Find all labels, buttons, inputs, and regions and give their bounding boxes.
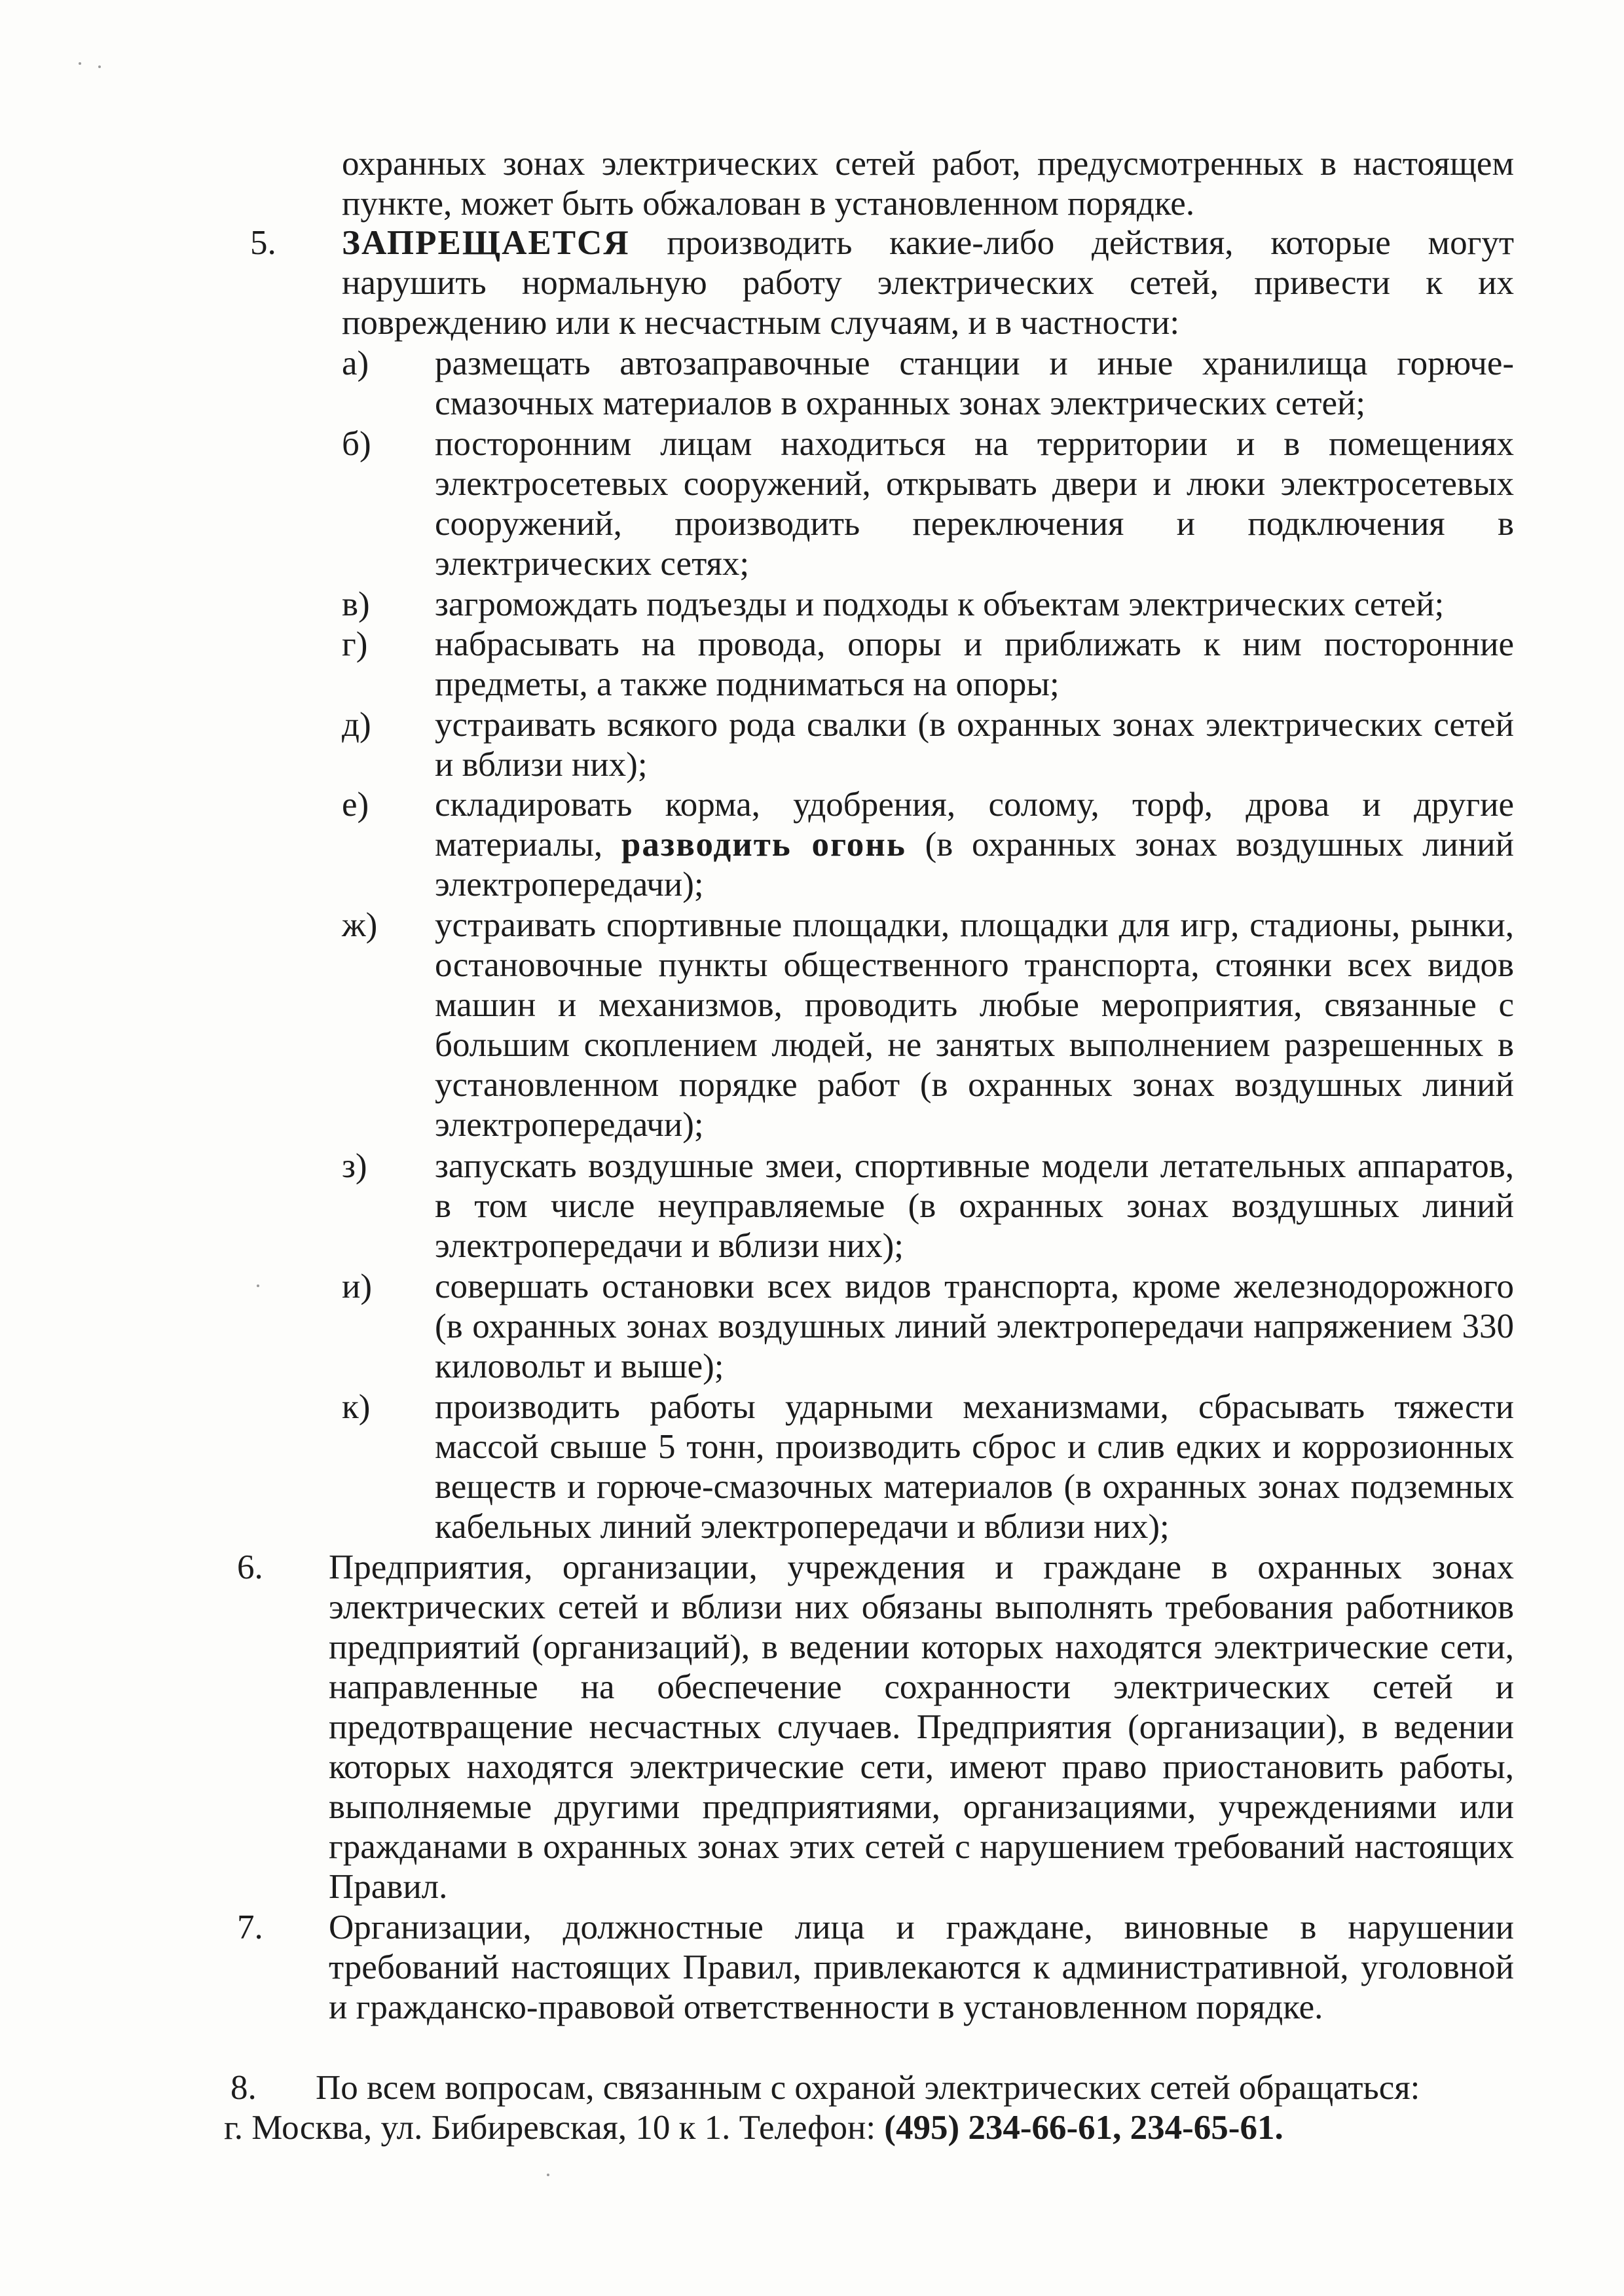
subitem-zh-text: устраивать спортивные площадки, площадки для игр, стадионы, рынки, остановочные пункты общественного транспорта, стоянки всех видов машин и механизмов, проводить любые мероприятия, связанные с большим скоплением людей, не занятых выполнением разрешенных в установленном порядке работ (в охранных зонах воздушных линий электропередачи);	[435, 906, 1514, 1144]
subitem-z-text: запускать воздушные змеи, спортивные модели летательных аппаратов, в том числе неуправляемые (в охранных зонах воздушных линий электропередачи и вблизи них);	[435, 1147, 1514, 1265]
item-5-lead-bold: ЗАПРЕЩАЕТСЯ	[342, 224, 630, 262]
subitem-e-text	[435, 785, 1514, 905]
item-8-paragraph: По всем вопросам, связанным с охраной электрических сетей обращаться:	[316, 2069, 1420, 2107]
continuation-paragraph: охранных зонах электрических сетей работ, предусмотренных в настоящем пункте, может быть обжалован в установленном порядке.	[342, 145, 1514, 223]
subitem-a-text: размещать автозаправочные станции и иные хранилища горюче-смазочных материалов в охранных зонах электрических сетей;	[435, 344, 1514, 422]
contact-line	[224, 2108, 1514, 2148]
subitem-b-letter: б)	[342, 425, 371, 463]
subitem-k-letter: к)	[342, 1388, 371, 1426]
subitem-d-letter: д)	[342, 706, 371, 744]
item-5-number: 5.	[250, 224, 276, 262]
subitem-b-text: посторонним лицам находиться на территории и в помещениях электросетевых сооружений, открывать двери и люки электросетевых сооружений, производить переключения и подключения в электрических сетях;	[435, 425, 1514, 583]
contact-address: г. Москва, ул. Бибиревская, 10 к 1. Телефон:	[224, 2109, 876, 2147]
item-6-number: 6.	[237, 1548, 263, 1586]
subitem-v-letter: в)	[342, 585, 370, 623]
subitem-g-letter: г)	[342, 625, 368, 663]
subitem-g-text: набрасывать на провода, опоры и приближать к ним посторонние предметы, а также подниматься на опоры;	[435, 625, 1514, 703]
subitem-a-letter: а)	[342, 344, 369, 382]
subitem-e-text-before: складировать корма, удобрения, солому, торф, дрова и другие материалы,	[435, 786, 1514, 864]
scan-speck	[547, 2174, 549, 2176]
scan-speck	[98, 65, 101, 68]
item-5-paragraph	[342, 223, 1514, 343]
subitem-v-text: загромождать подъезды и подходы к объектам электрических сетей;	[435, 585, 1445, 623]
item-6-paragraph: Предприятия, организации, учреждения и граждане в охранных зонах электрических сетей и вблизи них обязаны выполнять требования работников предприятий (организаций), в ведении которых находятся электрические сети, направленные на обеспечение сохранности электрических сетей и предотвращение несчастных случаев. Предприятия (организации), в ведении которых находятся электрические сети, имеют право приостановить работы, выполняемые другими предприятиями, организациями, учреждениями или гражданами в охранных зонах этих сетей с нарушением требований настоящих Правил.	[329, 1548, 1514, 1906]
item-7-number: 7.	[237, 1908, 263, 1946]
subitem-k-text: производить работы ударными механизмами, сбрасывать тяжести массой свыше 5 тонн, производить сброс и слив едких и коррозионных веществ и горюче-смазочных материалов (в охранных зонах подземных кабельных линий электропередачи и вблизи них);	[435, 1388, 1514, 1546]
subitem-d-text: устраивать всякого рода свалки (в охранных зонах электрических сетей и вблизи них);	[435, 706, 1514, 784]
subitem-e-text-bold: разводить огонь	[621, 826, 906, 864]
scan-speck	[257, 1285, 259, 1287]
subitem-z-letter: з)	[342, 1147, 367, 1185]
subitem-i-text: совершать остановки всех видов транспорта, кроме железнодорожного (в охранных зонах воздушных линий электропередачи напряжением 330 киловольт и выше);	[435, 1267, 1514, 1385]
subitem-i-letter: и)	[342, 1267, 373, 1305]
item-8-number: 8.	[231, 2069, 257, 2107]
contact-phones: (495) 234-66-61, 234-65-61.	[884, 2109, 1283, 2147]
subitem-e-text-after: (в охранных зонах воздушных линий электропередачи);	[435, 826, 1515, 903]
item-5-text: производить какие-либо действия, которые могут нарушить нормальную работу электрических сетей, привести к их повреждению или к несчастным случаям, и в частности:	[342, 224, 1515, 342]
subitem-e-letter: е)	[342, 786, 369, 824]
item-7-paragraph: Организации, должностные лица и граждане, виновные в нарушении требований настоящих Правил, привлекаются к административной, уголовной и гражданско-правовой ответственности в установленном порядке.	[329, 1908, 1514, 2026]
subitem-zh-letter: ж)	[342, 906, 378, 944]
scan-speck	[79, 62, 81, 65]
